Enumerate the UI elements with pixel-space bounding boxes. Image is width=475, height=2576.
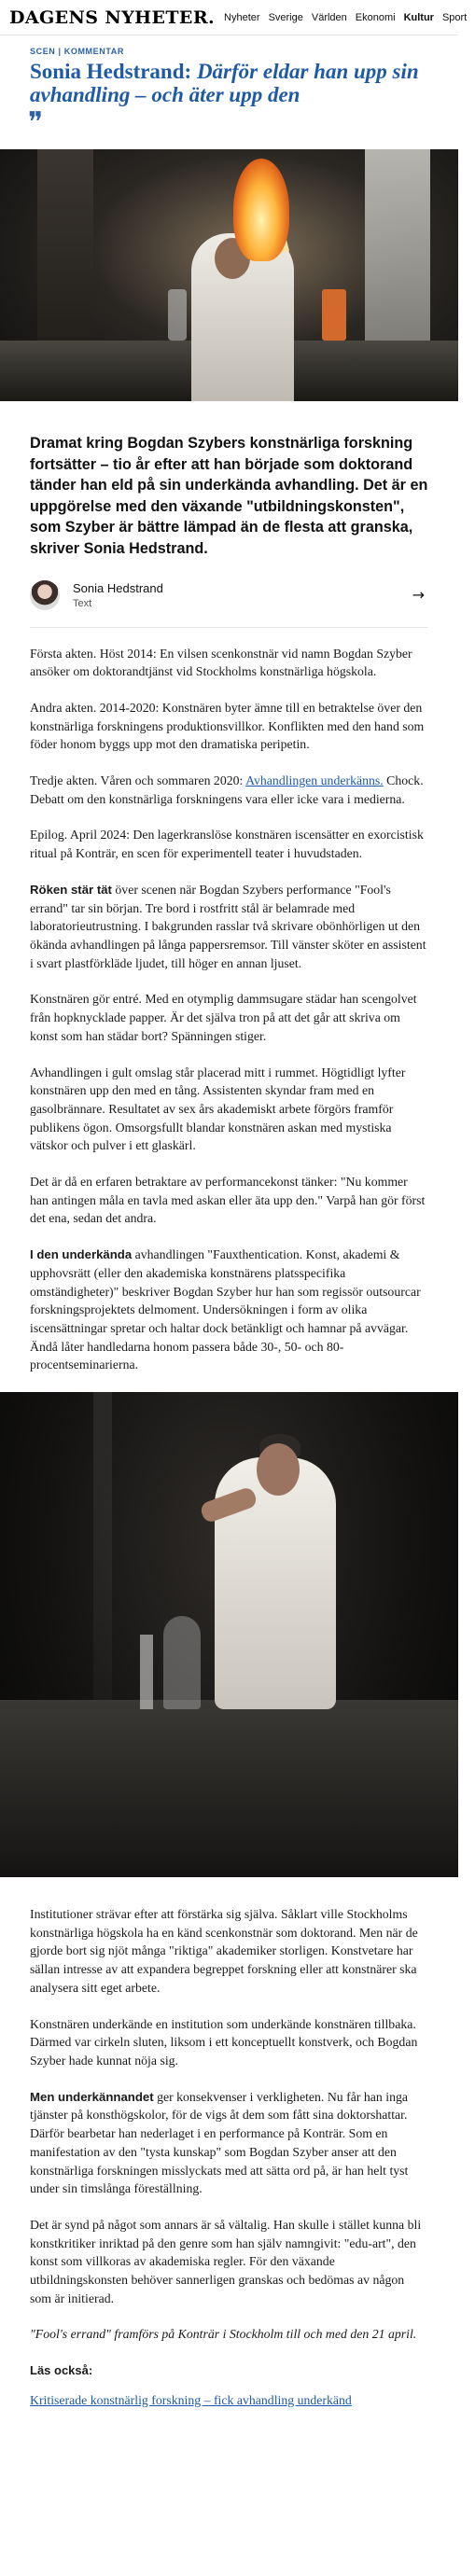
author-role: Text [73,597,92,609]
paragraph: Det är synd på något som annars är så vältalig. Han skulle i stället kunna bli konstkritiker inriktad på den genre som han själv namngivit: "edu-art", den konst som villkoras av akademiska regler. För den växande utbildningskonsten behöver sannerligen granskas och bedömas av någon som är initierad. [30,2217,422,2305]
article-kicker [30,47,458,56]
kicker-type: KOMMENTAR [63,47,124,56]
byline-text [73,581,163,609]
author-name[interactable]: Sonia Hedstrand [73,580,163,595]
paragraph-lead: I den underkända [30,1247,133,1262]
read-more-label: Läs också: [30,2363,93,2378]
kicker-separator: | [58,47,62,56]
nav-item-kultur[interactable]: Kultur [403,11,434,23]
paragraph: I den underkända avhandlingen "Fauxthentication. Konst, akademi & upphovsrätt (eller den akademiska konstnärens platsspecifika omständigheter)" beskriver Bogdan Szyber hur han som regissör outsourcar forskningsprojektets delmoment. Undersökningen i form av olika iscensättningar spretar och haltar dock betänkligt och hamnar på avvägar. Ändå låter handledarna honom passera både 30-, 50- och 80-procentseminarierna. [30,1247,421,1372]
paragraph-performance-info: "Fool's errand" framförs på Konträr i Stockholm till och med den 21 april. [30,2327,417,2342]
hero-image [0,149,458,401]
link-avhandlingen-underkanns[interactable]: Avhandlingen underkänns. [245,773,384,788]
paragraph-lead: Men underkännandet [30,2089,154,2104]
paragraph: Epilog. April 2024: Den lagerkranslöse konstnären iscensätter en exorcistisk ritual på Konträr, en scen för experimentell teater i huvudstaden. [30,828,424,861]
paragraph: Första akten. Höst 2014: En vilsen scenkonstnär vid namn Bogdan Szyber ansöker om doktorandtjänst vid Stockholms konstnärliga högskola. [30,646,412,679]
inline-image-caption [30,1883,428,1892]
nav-item-sverige[interactable]: Sverige [268,11,303,23]
article-ingress: Dramat kring Bogdan Szybers konstnärliga forskning fortsätter – tio år efter att han började som doktorand tänder han eld på sin underkända avhandling. Det är en uppgörelse med den växande "utbildningskonsten", som Szyber är bättre lämpad än de flesta att granska, skriver Sonia Hedstrand. [30,435,428,557]
byline-divider [30,627,428,628]
read-more-link[interactable]: Kritiserade konstnärlig forskning – fick avhandling underkänd [30,2392,352,2407]
headline-author: Sonia Hedstrand: [30,60,192,83]
nav-item-nyheter[interactable]: Nyheter [224,11,260,23]
nav-item-varlden[interactable]: Världen [311,11,347,23]
author-avatar [30,580,60,610]
paragraph-lead: Röken stär tät [30,882,112,897]
site-logo[interactable]: DAGENS NYHETER. [9,7,216,28]
paragraph: Det är då en erfaren betraktare av performancekonst tänker: "Nu kommer han antingen måla en tavla med askan eller äta upp den." Varpå han gör först det ena, sedan det andra. [30,1175,426,1226]
paragraph: Tredje akten. Våren och sommaren 2020: Avhandlingen underkänns. Chock. Debatt om den konstnärliga forskningens vara eller icke vara i medierna. [30,773,424,806]
nav-item-sport[interactable]: Sport [441,11,468,23]
paragraph: Andra akten. 2014-2020: Konstnären byter ämne till en betraktelse över den konstnärliga forskningens produktionsvillkor. Konflikten med den hand som föder honom byggs upp mot den dramatiska peripetin. [30,700,425,752]
paragraph: Institutioner strävar efter att förstärka sig själva. Såklart ville Stockholms konstnärliga högskola ha en känd scenkonstnär som doktorand. Men när de gjorde bort sig njöt många "riktiga" akademiker storligen. Konstvetare har sällan intresse av att expandera begreppet forskning eller att konstnärer ska analysera sitt eget arbete. [30,1907,418,1995]
article-body [30,645,428,2410]
quote-mark-icon: ❞ [28,106,44,139]
kicker-section[interactable]: SCEN [30,47,56,56]
headline-text: Därför eldar han upp sin avhandling – och äter upp den [30,60,419,106]
paragraph: Avhandlingen i gult omslag står placerad mitt i rummet. Högtidligt lyfter konstnären upp den med en tång. Assistenten skyndar fram med en gasolbrännare. Resultatet av sex års akademiskt arbete förgörs framför publikens ögon. Omsorgsfullt blandar konstnären askan med mystiska vätskor och pulver i ett glaskärl. [30,1065,406,1153]
paragraph: Konstnären gör entré. Med en otymplig dammsugare städar han scengolvet från hopknycklade papper. Är det själva tron på att det går att skriva om konst som han städar bort? Spänningen stiger. [30,992,417,1043]
nav-item-ekonomi[interactable]: Ekonomi [355,11,396,23]
paragraph: Röken stär tät över scenen när Bogdan Szybers performance "Fool's errand" tar sin början. Tre bord i rostfritt stål är belamrade med laboratorieutrustning. I bakgrunden rasslar två skrivare obönhörligen ut den ökända avhandlingen på långa pappersremsor. Till vänster sköter en assistent i svart plastförkläde ljudet, till höger en annan ljuset. [30,882,426,970]
main-nav [224,12,475,23]
article-headline [30,60,432,106]
paragraph: Konstnären underkände en institution som underkände konstnären tillbaka. Därmed var cirkeln sluten, liksom i ett konceptuellt konstverk, och Bogdan Szyber hade kunnat nöja sig. [30,2016,418,2068]
top-navigation-bar [0,0,468,35]
paragraph: Men underkännandet ger konsekvenser i verkligheten. Nu får han inga tjänster på konsthögskolor, för de vigs åt dem som fått sina doktorshattar. Därför bearbetar han nederlaget i en performance på Konträr. Som en manifestation av den "tysta kunskap" som Bogdan Szyber anser att den konstnärliga forskningen misslyckats med att sätta ord på, är han helt tyst under sin timslånga föreställning. [30,2089,409,2196]
inline-article-image [0,1392,458,1877]
arrow-right-icon[interactable]: → [412,585,425,604]
author-byline[interactable] [30,577,428,614]
hero-caption [0,401,458,420]
